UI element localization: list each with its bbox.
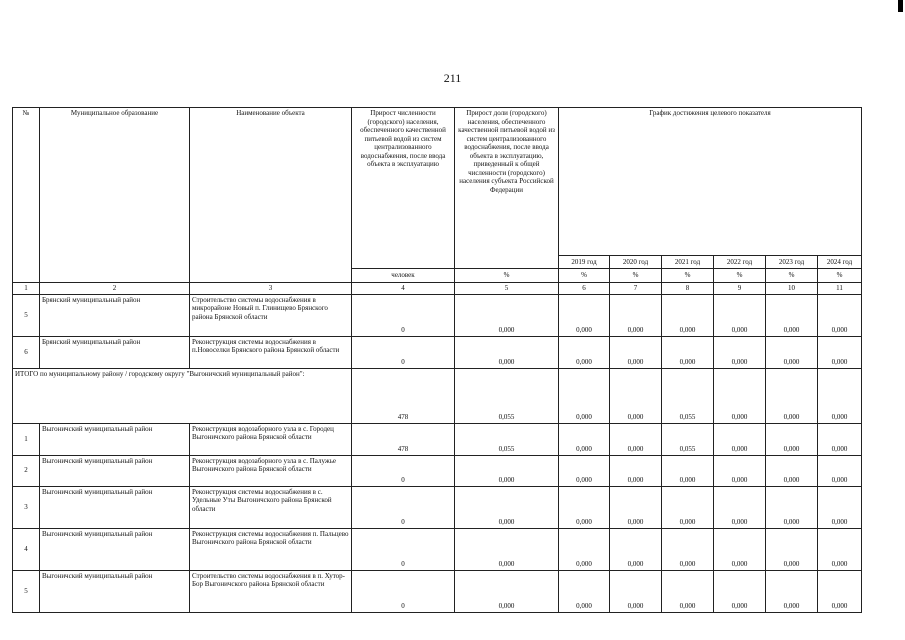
unit-year: % [559, 269, 610, 283]
total-population: 478 [352, 368, 455, 423]
row-year-value: 0,000 [766, 423, 818, 455]
column-number: 4 [352, 283, 455, 295]
row-year-value: 0,000 [610, 570, 662, 612]
unit-year: % [610, 269, 662, 283]
row-index: 2 [13, 455, 40, 486]
row-year-value: 0,000 [559, 336, 610, 368]
row-year-value: 0,000 [610, 423, 662, 455]
row-object: Строительство системы водоснабжения в микрорайоне Новый п. Глинищево Брянского района Брянской области [190, 294, 352, 336]
row-object: Реконструкция системы водоснабжения в п.Новоселки Брянского района Брянской области [190, 336, 352, 368]
row-year-value: 0,000 [818, 423, 862, 455]
table-row [13, 336, 862, 368]
row-year-value: 0,000 [714, 336, 766, 368]
row-year-value: 0,000 [559, 423, 610, 455]
unit-year: % [818, 269, 862, 283]
row-object: Строительство системы водоснабжения в п. Хутор-Бор Выгоничского района Брянской области [190, 570, 352, 612]
row-year-value: 0,000 [818, 336, 862, 368]
row-share: 0,000 [455, 455, 559, 486]
row-index: 1 [13, 423, 40, 455]
table-row [13, 423, 862, 455]
row-share: 0,000 [455, 528, 559, 570]
column-number: 5 [455, 283, 559, 295]
row-share: 0,000 [455, 294, 559, 336]
row-year-value: 0,000 [714, 423, 766, 455]
column-number: 2 [40, 283, 190, 295]
total-share: 0,055 [455, 368, 559, 423]
row-year-value: 0,000 [610, 528, 662, 570]
row-object: Реконструкция системы водоснабжения в с. Удельные Уты Выгоничского района Брянской области [190, 486, 352, 528]
unit-population: человек [352, 269, 455, 283]
row-year-value: 0,000 [662, 528, 714, 570]
table-row [13, 294, 862, 336]
row-year-value: 0,000 [714, 486, 766, 528]
row-municipality: Выгоничский муниципальный район [40, 423, 190, 455]
table-row [13, 486, 862, 528]
row-year-value: 0,000 [610, 336, 662, 368]
row-year-value: 0,000 [559, 455, 610, 486]
row-year-value: 0,000 [818, 486, 862, 528]
column-number: 6 [559, 283, 610, 295]
column-number: 10 [766, 283, 818, 295]
row-municipality: Брянский муниципальный район [40, 294, 190, 336]
column-number: 9 [714, 283, 766, 295]
header-row-main [13, 108, 862, 256]
total-year-value: 0,000 [559, 368, 610, 423]
row-year-value: 0,000 [766, 336, 818, 368]
row-population: 0 [352, 455, 455, 486]
row-population: 0 [352, 336, 455, 368]
header-year: 2024 год [818, 256, 862, 269]
table-row [13, 528, 862, 570]
corner-scan-mark [898, 0, 903, 12]
row-index: 5 [13, 294, 40, 336]
total-year-value: 0,000 [714, 368, 766, 423]
row-object: Реконструкция водозаборного узла в с. Палужье Выгоничского района Брянской области [190, 455, 352, 486]
row-index: 4 [13, 528, 40, 570]
row-municipality: Выгоничский муниципальный район [40, 528, 190, 570]
row-year-value: 0,000 [610, 455, 662, 486]
total-label: ИТОГО по муниципальному району / городскому округу "Выгоничский муниципальный район": [13, 368, 352, 423]
unit-share: % [455, 269, 559, 283]
row-year-value: 0,000 [766, 486, 818, 528]
row-year-value: 0,000 [662, 336, 714, 368]
row-year-value: 0,000 [818, 528, 862, 570]
header-col-share: Прирост доли (городского) населения, обеспеченного качественной питьевой водой из систем централизованного водоснабжения, после ввода объекта в эксплуатацию, приведенный к общей численности (городского) населения субъекта Российской Федерации [455, 108, 559, 269]
target-indicator-table [12, 107, 862, 613]
row-year-value: 0,000 [610, 486, 662, 528]
row-year-value: 0,000 [610, 294, 662, 336]
column-number: 1 [13, 283, 40, 295]
row-year-value: 0,000 [714, 528, 766, 570]
table-row [13, 570, 862, 612]
column-number: 7 [610, 283, 662, 295]
header-col-no: № [13, 108, 40, 283]
row-year-value: 0,000 [766, 570, 818, 612]
header-col-population: Прирост численности (городского) населения, обеспеченного качественной питьевой водой из систем централизованного водоснабжения, после ввода объекта в эксплуатацию [352, 108, 455, 269]
row-share: 0,055 [455, 423, 559, 455]
row-year-value: 0,000 [559, 528, 610, 570]
total-year-value: 0,055 [662, 368, 714, 423]
row-population: 0 [352, 294, 455, 336]
row-year-value: 0,000 [662, 570, 714, 612]
row-municipality: Выгоничский муниципальный район [40, 486, 190, 528]
row-population: 0 [352, 528, 455, 570]
row-municipality: Выгоничский муниципальный район [40, 455, 190, 486]
row-year-value: 0,000 [766, 528, 818, 570]
row-year-value: 0,000 [818, 570, 862, 612]
row-year-value: 0,000 [559, 486, 610, 528]
row-year-value: 0,000 [559, 294, 610, 336]
unit-year: % [662, 269, 714, 283]
row-year-value: 0,000 [818, 455, 862, 486]
row-year-value: 0,000 [662, 294, 714, 336]
total-year-value: 0,000 [610, 368, 662, 423]
header-col-schedule: График достижения целевого показателя [559, 108, 862, 256]
row-year-value: 0,000 [766, 294, 818, 336]
row-object: Реконструкция системы водоснабжения п. Пальцево Выгоничского района Брянской области [190, 528, 352, 570]
header-year: 2019 год [559, 256, 610, 269]
row-year-value: 0,055 [662, 423, 714, 455]
row-year-value: 0,000 [714, 294, 766, 336]
row-share: 0,000 [455, 486, 559, 528]
header-year: 2020 год [610, 256, 662, 269]
row-year-value: 0,000 [818, 294, 862, 336]
header-col-municipality: Муниципальное образование [40, 108, 190, 283]
total-row [13, 368, 862, 423]
total-year-value: 0,000 [818, 368, 862, 423]
row-year-value: 0,000 [766, 455, 818, 486]
column-number: 11 [818, 283, 862, 295]
row-share: 0,000 [455, 570, 559, 612]
unit-year: % [714, 269, 766, 283]
row-index: 5 [13, 570, 40, 612]
row-index: 3 [13, 486, 40, 528]
header-col-object: Наименование объекта [190, 108, 352, 283]
unit-year: % [766, 269, 818, 283]
row-year-value: 0,000 [714, 455, 766, 486]
row-index: 6 [13, 336, 40, 368]
row-municipality: Выгоничский муниципальный район [40, 570, 190, 612]
header-year: 2021 год [662, 256, 714, 269]
table-row [13, 455, 862, 486]
column-number: 3 [190, 283, 352, 295]
page-number: 211 [443, 71, 462, 85]
row-year-value: 0,000 [559, 570, 610, 612]
row-year-value: 0,000 [714, 570, 766, 612]
column-number-row [13, 283, 862, 295]
column-number: 8 [662, 283, 714, 295]
row-municipality: Брянский муниципальный район [40, 336, 190, 368]
total-year-value: 0,000 [766, 368, 818, 423]
row-share: 0,000 [455, 336, 559, 368]
row-year-value: 0,000 [662, 455, 714, 486]
row-population: 478 [352, 423, 455, 455]
row-object: Реконструкция водозаборного узла в с. Городец Выгоничского района Брянской области [190, 423, 352, 455]
header-year: 2022 год [714, 256, 766, 269]
row-year-value: 0,000 [662, 486, 714, 528]
header-year: 2023 год [766, 256, 818, 269]
row-population: 0 [352, 486, 455, 528]
row-population: 0 [352, 570, 455, 612]
